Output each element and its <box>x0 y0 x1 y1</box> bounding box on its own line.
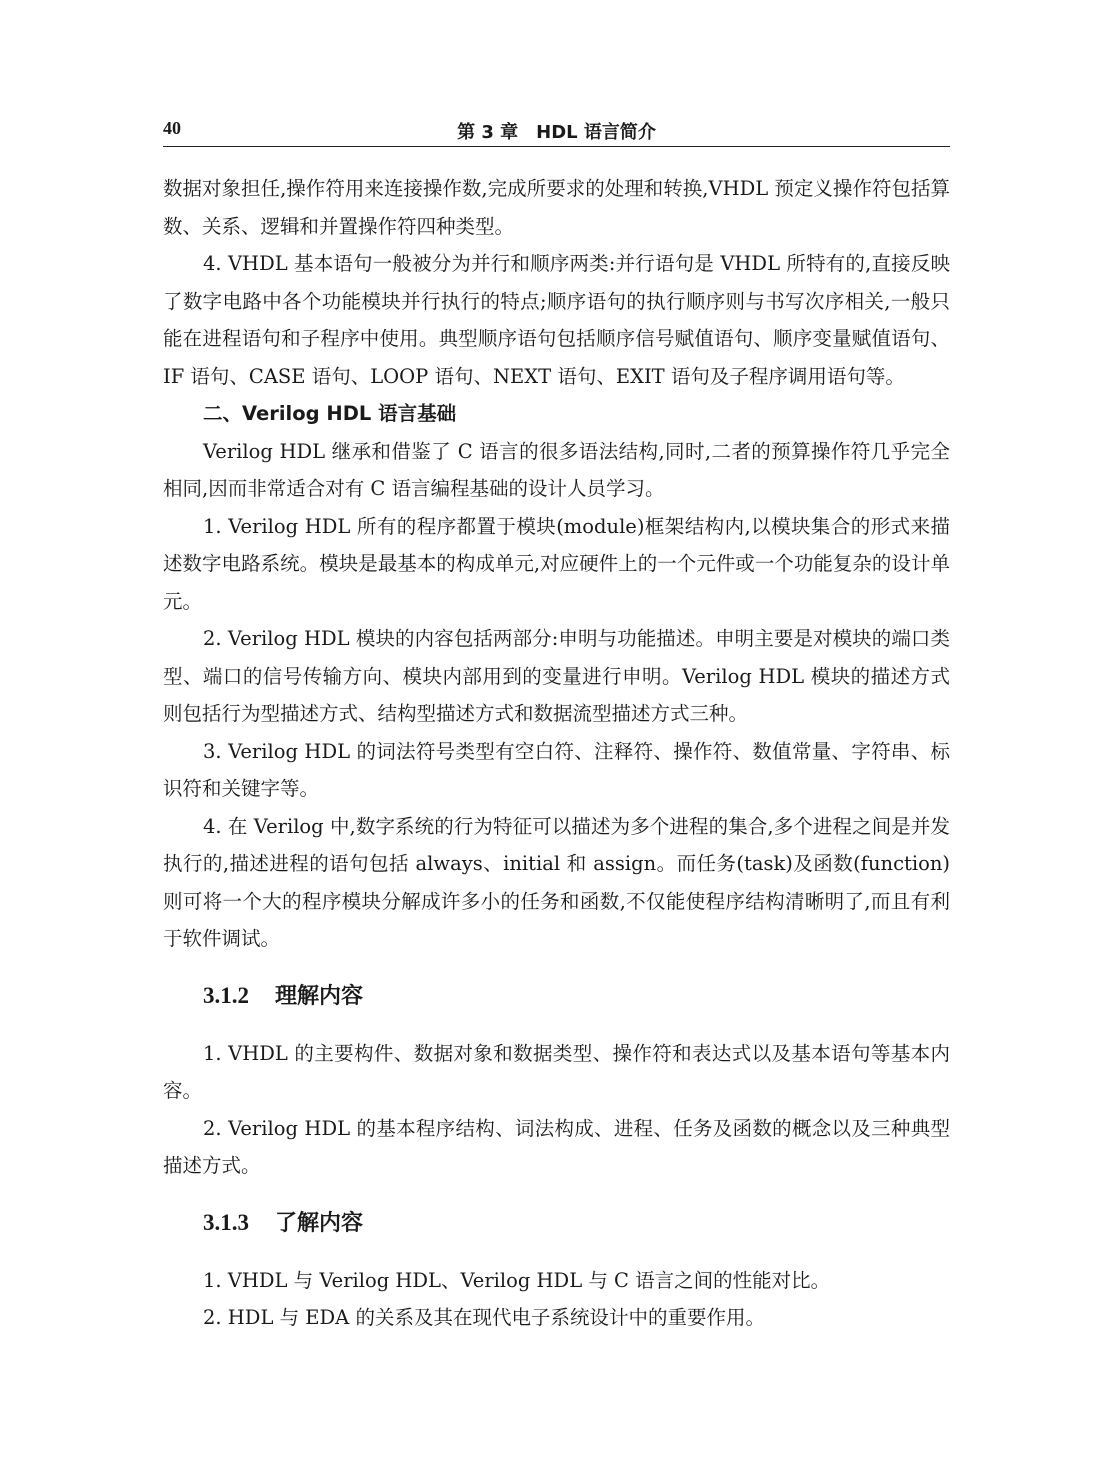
section-title: 理解内容 <box>275 983 364 1009</box>
page-header <box>163 114 950 147</box>
section-number: 3.1.3 <box>203 1209 249 1235</box>
paragraph-verilog-lexical: 3. Verilog HDL 的词法符号类型有空白符、注释符、操作符、数值常量、字符串、标识符和关键字等。 <box>163 739 950 800</box>
understand-item-2: 2. Verilog HDL 的基本程序结构、词法构成、进程、任务及函数的概念以及三种典型描述方式。 <box>163 1116 950 1177</box>
running-title: 第 3 章 HDL 语言简介 <box>457 122 656 143</box>
section-heading-3-1-3 <box>163 1205 950 1242</box>
page-body <box>163 170 950 1337</box>
paragraph-verilog-modules: 1. Verilog HDL 所有的程序都置于模块(module)框架结构内,以模块集合的形式来描述数字电路系统。模块是最基本的构成单元,对应硬件上的一个元件或一个功能复杂的设计单元。 <box>163 514 950 613</box>
section-heading-3-1-2 <box>163 978 950 1015</box>
paragraph-operators: 数据对象担任,操作符用来连接操作数,完成所要求的处理和转换,VHDL 预定义操作符包括算数、关系、逻辑和并置操作符四种类型。 <box>163 177 950 238</box>
section-title: 了解内容 <box>275 1210 364 1236</box>
understand-item-1: 1. VHDL 的主要构件、数据对象和数据类型、操作符和表达式以及基本语句等基本内容。 <box>163 1041 950 1102</box>
paragraph-vhdl-statements: 4. VHDL 基本语句一般被分为并行和顺序两类:并行语句是 VHDL 所特有的,直接反映了数字电路中各个功能模块并行执行的特点;顺序语句的执行顺序则与书写次序相关,一般只能在进程语句和子程序中使用。典型顺序语句包括顺序信号赋值语句、顺序变量赋值语句、IF 语句、CASE 语句、LOOP 语句、NEXT 语句、EXIT 语句及子程序调用语句等。 <box>163 252 950 388</box>
paragraph-verilog-module-content: 2. Verilog HDL 模块的内容包括两部分:申明与功能描述。申明主要是对模块的端口类型、端口的信号传输方向、模块内部用到的变量进行申明。Verilog HDL 模块的描述方式则包括行为型描述方式、结构型描述方式和数据流型描述方式三种。 <box>163 627 950 725</box>
page-number: 40 <box>163 118 181 138</box>
paragraph-verilog-intro: Verilog HDL 继承和借鉴了 C 语言的很多语法结构,同时,二者的预算操作符几乎完全相同,因而非常适合对有 C 语言编程基础的设计人员学习。 <box>163 439 950 500</box>
know-item-1: 1. VHDL 与 Verilog HDL、Verilog HDL 与 C 语言之间的性能对比。 <box>203 1268 831 1292</box>
know-item-2: 2. HDL 与 EDA 的关系及其在现代电子系统设计中的重要作用。 <box>203 1306 765 1329</box>
section-number: 3.1.2 <box>203 982 249 1008</box>
paragraph-verilog-processes: 4. 在 Verilog 中,数字系统的行为特征可以描述为多个进程的集合,多个进程之间是并发执行的,描述进程的语句包括 always、initial 和 assign。而任务(task)及函数(function)则可将一个大的程序模块分解成许多小的任务和函数,不仅能使程序结构清晰明了,而且有利于软件调试。 <box>163 814 950 950</box>
verilog-basics-heading: 二、Verilog HDL 语言基础 <box>203 402 457 425</box>
